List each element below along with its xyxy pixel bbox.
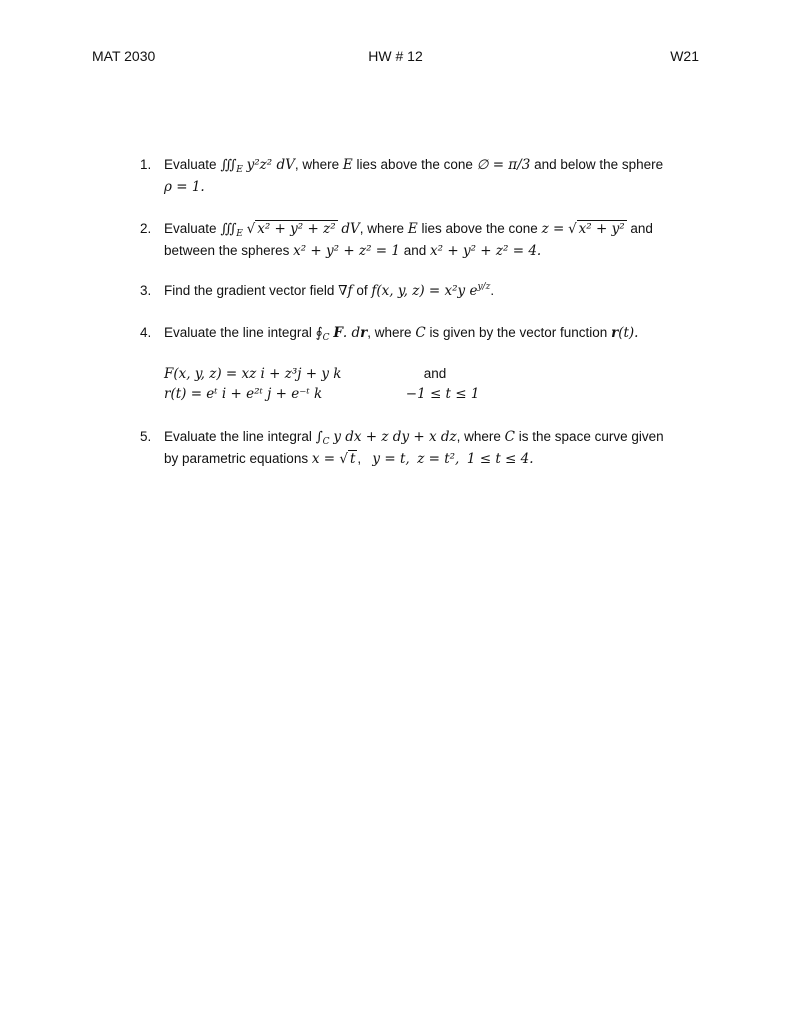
problem-text: , where [367,325,412,340]
radicand: x² + y² + z² [257,221,336,237]
problem-text: of [356,283,368,298]
triple-integral-symbol: ∭ [220,221,237,237]
problem-text: lies above the cone [356,157,473,172]
gradient-symbol: ∇f [338,283,353,299]
problem-text: by parametric equations [164,451,309,466]
curve-symbol: C [415,325,426,341]
exponent: y/z [477,282,491,292]
parameter-range: 1 ≤ t ≤ 4. [466,451,534,467]
problem-text: Find the gradient vector field [164,283,335,298]
problem-text: Evaluate the line integral [164,429,312,444]
problem-number: 1. [140,157,152,172]
z-equation: z = t², [417,451,460,467]
problem-text: Evaluate [164,221,217,236]
conjunction: and [423,366,447,381]
problem-text: . [490,283,495,298]
problem-text: is given by the vector function [429,325,608,340]
problem-5: 5. Evaluate the line integral $\int_C$ y dx + z dy + x dz, where C is the space curve given by parametric equations x = √ t , y = t, z = t², 1 ≤ t ≤ 4. [140,426,710,470]
differential: dV [341,221,360,237]
radical-sign: √ [246,221,256,237]
course-code: MAT 2030 [92,48,156,64]
cone-lhs: z = [541,221,565,237]
problem-number: 2. [140,221,152,236]
problem-text: and below the sphere [534,157,664,172]
dot-d: . d [342,325,361,341]
cone-equation: ∅ = π/3 [476,157,531,173]
sphere-equation: ρ = 1. [164,179,205,195]
y-equation: y = t, [372,451,410,467]
problem-text: and [630,221,653,236]
integral-symbol: ∫ [315,429,323,445]
problem-2 [140,218,710,262]
curve-subscript: C [322,333,330,343]
problem-text: and [403,243,427,258]
radical-sign: √ [339,451,348,467]
integrand: y dx + z dy + x dz [333,429,457,445]
problem-text: between the spheres [164,243,290,258]
problem-number: 5. [140,429,152,444]
outer-sphere: x² + y² + z² = 4. [430,243,542,259]
problem-text: lies above the cone [421,221,538,236]
term-label: W21 [670,48,699,64]
problem-number: 3. [140,283,152,298]
region-symbol: E [342,157,353,173]
problem-text: Evaluate the line integral [164,325,312,340]
problem-3 [140,280,710,302]
problem-text: is the space curve given [518,429,664,444]
parameter: (t). [618,325,639,341]
x-equation: x = [311,451,340,467]
triple-integral-symbol: ∭ [220,157,237,173]
problem-4 [140,322,710,344]
inner-sphere: x² + y² + z² = 1 [293,243,400,259]
problem-number: 4. [140,325,152,340]
region-subscript: E [236,229,243,239]
contour-integral-symbol: ∮ [315,325,323,341]
vector-F: F [333,325,343,341]
vector-field-definition: F(x, y, z) = xz i + z³j + y k [164,366,342,382]
radical-sign: √ [568,221,577,237]
vector-r: r [611,325,619,341]
parameter-range: −1 ≤ t ≤ 1 [405,386,480,402]
problem-text: , where [456,429,501,444]
problem-text: Evaluate [164,157,217,172]
curve-symbol: C [504,429,516,445]
cone-radicand: x² + y² [578,221,625,237]
assignment-title: HW # 12 [368,48,423,64]
problem-text: , where [359,221,405,236]
region-subscript: E [236,165,243,175]
problem-text: , where [294,157,340,172]
problem-4-definitions [164,364,564,404]
vector-function-definition: r(t) = eᵗ i + e²ᵗ j + e⁻ᵗ k [164,386,323,402]
function-definition: f(x, y, z) = x²y e [371,283,478,299]
curve-subscript: C [322,437,330,447]
integrand: y²z² dV [246,157,295,173]
x-radicand: t [349,451,356,467]
vector-r: r [360,325,368,341]
problem-1 [140,154,710,198]
region-symbol: E [407,221,418,237]
